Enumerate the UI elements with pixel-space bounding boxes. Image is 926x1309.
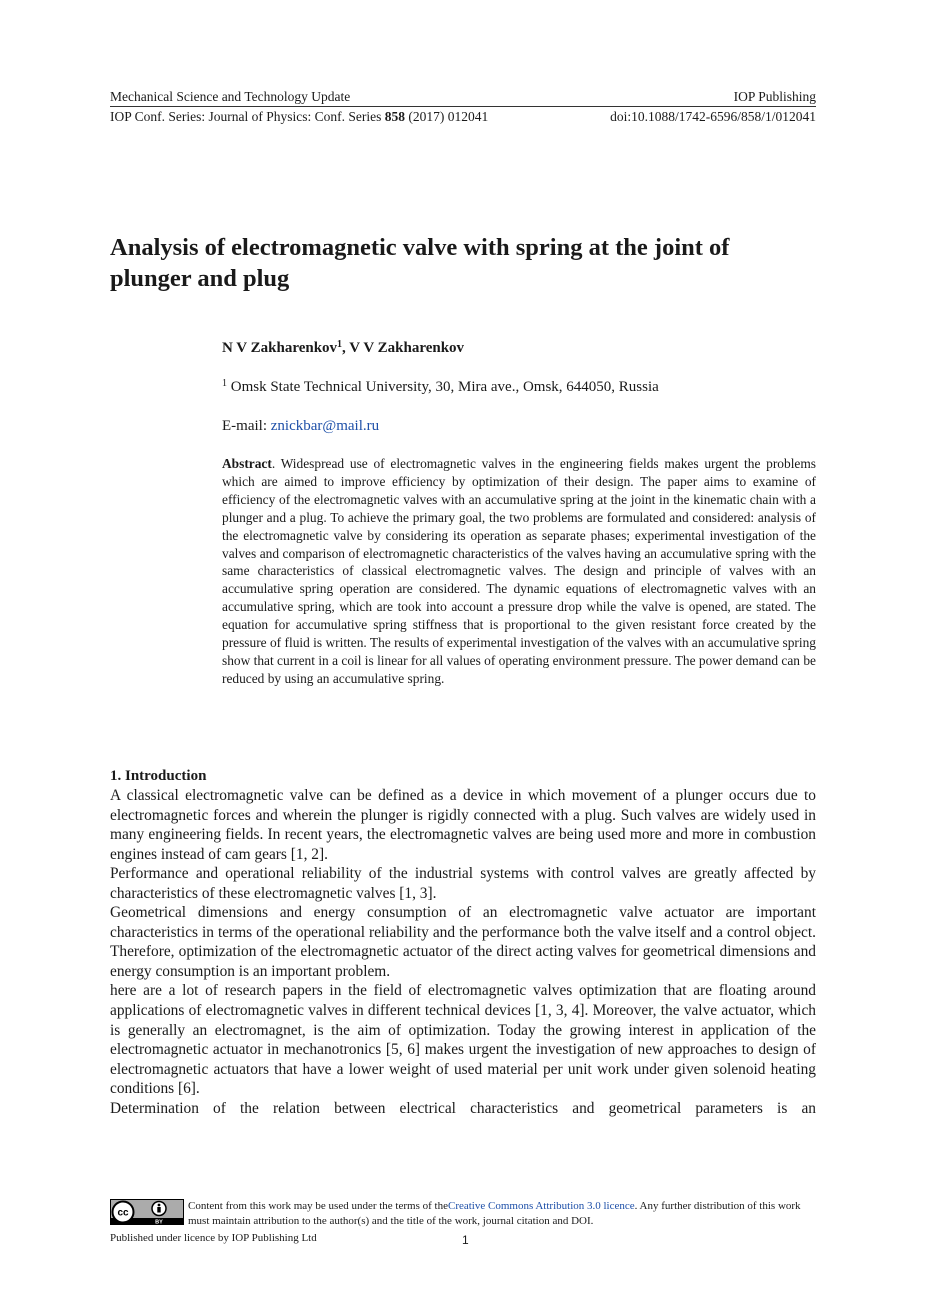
cc-by-license-icon[interactable]: [110, 1199, 184, 1225]
email-link[interactable]: znickbar@mail.ru: [270, 418, 380, 434]
series-citation: IOP Conf. Series: Journal of Physics: Conf. Series 858 (2017) 012041: [110, 109, 489, 124]
volume-number: 858: [384, 109, 405, 124]
license-link[interactable]: Creative Commons Attribution 3.0 licence: [447, 1200, 635, 1212]
cc-badge-text: cc: [117, 1207, 129, 1219]
author-list: N V Zakharenkov$^1$, V V Zakharenkov: [222, 339, 465, 356]
publisher-name: IOP Publishing: [733, 89, 816, 104]
email-line: E-mail: znickbar@mail.ru: [222, 418, 380, 434]
affiliation-marker: 1: [222, 378, 227, 389]
paragraph: here are a lot of research papers in the field of electromagnetic valves optimization that are floating around applications of electromagnetic valves in different technical devices [1, 3, 4]. Moreover, the valve actuator, which is generally an electromagnet, is the aim of optimization. Today the growing interest in application of the electromagnetic actuator in mechanotronics [5, 6] makes urgent the investigation of new approaches to design of electromagnetic actuators that have a lower weight of used material per unit work under given solenoid heating conditions [6].: [110, 982, 816, 1098]
section-body: [110, 786, 816, 1118]
paragraph: Determination of the relation between electrical characteristics and geometrical parameters is an: [110, 1099, 816, 1117]
paper-title: Analysis of electromagnetic valve with spring at the joint of plunger and plug: [110, 234, 730, 292]
abstract-text: . Widespread use of electromagnetic valves in the engineering fields makes urgent the problems which are aimed to improve efficiency by optimization of their design. The paper aims to examine of efficiency of the electromagnetic valves with an accumulative spring at the joint in the kinematic chain with a plunger and a plug. To achieve the primary goal, the two problems are formulated and considered: analysis of the electromagnetic valve by considering its operation as separate phases; experimental investigation of the valves and comparison of electromagnetic characteristics of the valves having an accumulative spring with the same characteristics of classical electromagnetic valves. The design and principle of valves with an accumulative spring operation are considered. The dynamic equations of electromagnetic valves with an accumulative spring, which are took into account a pressure drop while the valve is opened, are stated. The equation for accumulative spring stiffness that is proportional to the given resistant force created by the pressure of fluid is written. The results of experimental investigation of the valves with an accumulative spring show that current in a coil is linear for all values of operating environment pressure. The power demand can be reduced by using an accumulative spring.: [222, 456, 816, 686]
doi: doi:10.1088/1742-6596/858/1/012041: [610, 109, 816, 124]
abstract-label: Abstract: [222, 456, 272, 471]
publisher-line: Published under licence by IOP Publishing Ltd: [110, 1232, 317, 1244]
page-number: 1: [462, 1233, 469, 1247]
affiliation: $^1$ Omsk State Technical University, 30, Mira ave., Omsk, 644050, Russia: [222, 378, 659, 395]
paper-page: [110, 0, 816, 1309]
conference-name: Mechanical Science and Technology Update: [110, 89, 351, 104]
section-heading: 1. Introduction: [110, 768, 207, 784]
abstract: [222, 455, 816, 688]
paragraph: Geometrical dimensions and energy consumption of an electromagnetic valve actuator are important characteristics in terms of the operational reliability and the performance both the valve itself and a control object. Therefore, optimization of the electromagnetic actuator of the direct acting valves for geometrical dimensions and energy consumption is an important problem.: [110, 904, 816, 980]
paragraph: Performance and operational reliability of the industrial systems with control valves are greatly affected by characteristics of these electromagnetic valves [1, 3].: [110, 865, 816, 902]
affiliation-marker: 1: [337, 339, 343, 350]
by-badge-text: BY: [155, 1219, 163, 1225]
paragraph: A classical electromagnetic valve can be defined as a device in which movement of a plunger occurs due to electromagnetic forces and wherein the plunger is rigidly connected with a plug. Such valves are widely used in many engineering fields. In recent years, the electromagnetic valves are being used more and more in combustion engines instead of cam gears [1, 2].: [110, 787, 816, 863]
license-notice: Content from this work may be used under the terms of theCreative Commons Attribution 3.0 licence. Any further distribution of this work must maintain attribution to the author(s) and the title of the work, journal citation and DOI.: [188, 1200, 801, 1227]
running-header-top: [110, 89, 816, 107]
